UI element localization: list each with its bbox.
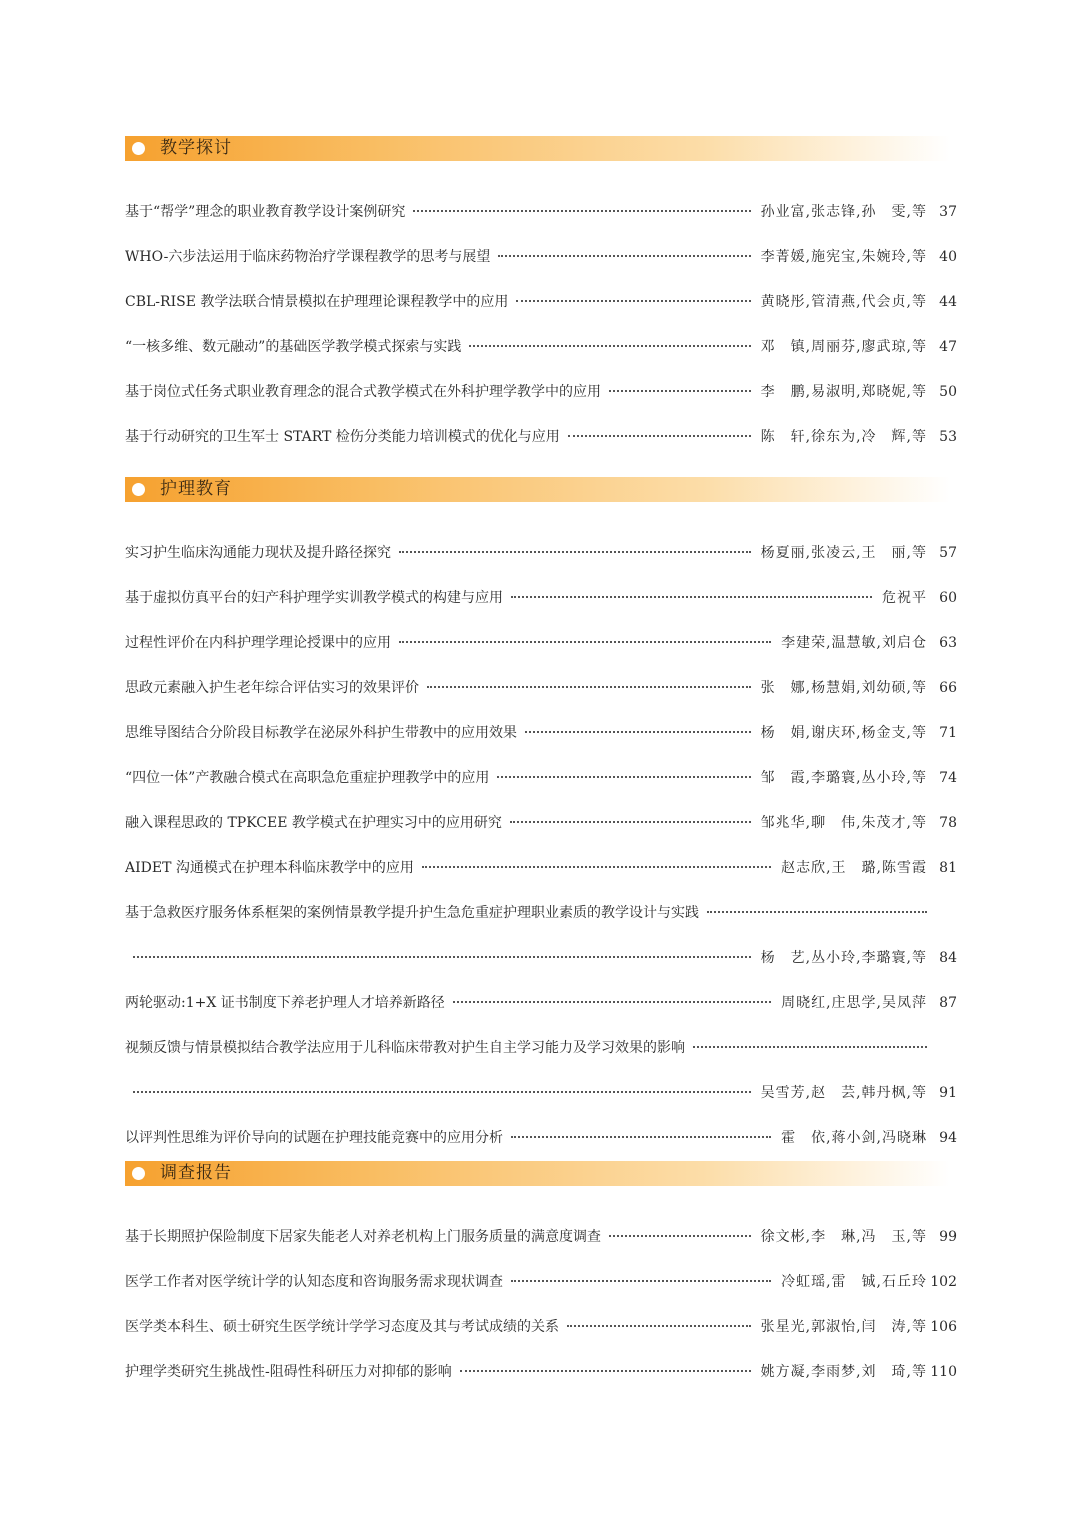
toc-entry[interactable] <box>125 585 957 630</box>
dot-leader <box>511 1280 771 1282</box>
entry-page: 50 <box>939 384 957 400</box>
dot-leader <box>693 1046 927 1048</box>
toc-entry[interactable] <box>125 199 957 244</box>
toc-entry-continuation[interactable] <box>125 945 957 990</box>
section-header <box>125 1161 950 1186</box>
toc-entry[interactable] <box>125 244 957 289</box>
entry-page: 84 <box>939 950 957 966</box>
toc-entry[interactable] <box>125 765 957 810</box>
entry-page: 102 <box>930 1274 957 1290</box>
entry-title: 基于长期照护保险制度下居家失能老人对养老机构上门服务质量的满意度调查 <box>125 1229 601 1245</box>
dot-leader <box>707 911 927 913</box>
entry-title: 基于急救医疗服务体系框架的案例情景教学提升护生急危重症护理职业素质的教学设计与实践 <box>125 905 699 921</box>
entry-title: 医学类本科生、硕士研究生医学统计学学习态度及其与考试成绩的关系 <box>125 1319 559 1335</box>
entry-title: 实习护生临床沟通能力现状及提升路径探究 <box>125 545 391 561</box>
entry-page: 94 <box>939 1130 957 1146</box>
entry-page: 99 <box>939 1229 957 1245</box>
entry-title: 思政元素融入护生老年综合评估实习的效果评价 <box>125 680 419 696</box>
section-title: 调查报告 <box>160 1163 232 1183</box>
entry-title: “四位一体”产教融合模式在高职急危重症护理教学中的应用 <box>125 770 490 786</box>
dot-leader <box>511 1136 771 1138</box>
entry-page: 71 <box>939 725 957 741</box>
dot-leader <box>133 956 751 958</box>
dot-leader <box>497 776 750 778</box>
entry-authors: 周晓红,庄思学,吴凤萍 <box>781 995 927 1011</box>
entry-page: 74 <box>939 770 957 786</box>
dot-leader <box>133 1091 751 1093</box>
entry-title: 基于岗位式任务式职业教育理念的混合式教学模式在外科护理学教学中的应用 <box>125 384 601 400</box>
entry-authors: 姚方凝,李雨梦,刘 琦,等 <box>760 1364 927 1380</box>
toc-entry[interactable] <box>125 720 957 765</box>
entry-page: 47 <box>939 339 957 355</box>
toc-entry[interactable] <box>125 289 957 334</box>
dot-leader <box>460 1370 751 1372</box>
dot-leader <box>567 1325 751 1327</box>
toc-entry[interactable] <box>125 1314 957 1359</box>
entry-page: 37 <box>939 204 957 220</box>
dot-leader <box>413 210 750 212</box>
bullet-dot-icon <box>132 142 145 155</box>
entry-authors: 杨夏丽,张凌云,王 丽,等 <box>760 545 927 561</box>
entry-title: 基于虚拟仿真平台的妇产科护理学实训教学模式的构建与应用 <box>125 590 503 606</box>
toc-entry[interactable] <box>125 1359 957 1404</box>
section-title: 教学探讨 <box>160 138 232 158</box>
toc-entry[interactable] <box>125 855 957 900</box>
dot-leader <box>399 641 771 643</box>
toc-entry[interactable] <box>125 675 957 720</box>
entry-page: 87 <box>939 995 957 1011</box>
dot-leader <box>498 255 750 257</box>
dot-leader <box>422 866 771 868</box>
entry-page: 63 <box>939 635 957 651</box>
dot-leader <box>453 1001 771 1003</box>
dot-leader <box>510 821 751 823</box>
entry-authors: 陈 轩,徐东为,冷 辉,等 <box>760 429 927 445</box>
entry-title: 思维导图结合分阶段目标教学在泌尿外科护生带教中的应用效果 <box>125 725 517 741</box>
dot-leader <box>525 731 751 733</box>
entry-title: CBL-RISE 教学法联合情景模拟在护理理论课程教学中的应用 <box>125 294 509 310</box>
entry-authors: 张星光,郭淑怡,闫 涛,等 <box>760 1319 927 1335</box>
entry-page: 91 <box>939 1085 957 1101</box>
entry-title: 基于“帮学”理念的职业教育教学设计案例研究 <box>125 204 406 220</box>
entry-title: AIDET 沟通模式在护理本科临床教学中的应用 <box>125 860 414 876</box>
toc-entry[interactable] <box>125 1224 957 1269</box>
dot-leader <box>399 551 751 553</box>
entry-authors: 邹兆华,聊 伟,朱茂才,等 <box>760 815 927 831</box>
toc-entry[interactable] <box>125 424 957 469</box>
dot-leader <box>516 300 750 302</box>
section-nursing-education <box>125 477 957 1170</box>
dot-leader <box>568 435 751 437</box>
entry-authors: 黄晓彤,管清燕,代会贞,等 <box>760 294 927 310</box>
section-survey-report <box>125 1161 957 1404</box>
entry-title: 护理学类研究生挑战性-阻碍性科研压力对抑郁的影响 <box>125 1364 452 1380</box>
entry-page: 53 <box>939 429 957 445</box>
section-header <box>125 477 950 502</box>
toc-entry[interactable] <box>125 379 957 424</box>
dot-leader <box>609 390 751 392</box>
entry-authors: 徐文彬,李 琳,冯 玉,等 <box>760 1229 927 1245</box>
section-teaching <box>125 136 957 469</box>
entry-page: 40 <box>939 249 957 265</box>
toc-entry[interactable] <box>125 1269 957 1314</box>
entry-title: 视频反馈与情景模拟结合教学法应用于儿科临床带教对护生自主学习能力及学习效果的影响 <box>125 1040 685 1056</box>
section-title: 护理教育 <box>160 479 232 499</box>
entry-page: 66 <box>939 680 957 696</box>
entry-authors: 冷虹瑶,雷 铖,石丘玲 <box>781 1274 927 1290</box>
entry-page: 78 <box>939 815 957 831</box>
entry-authors: 危祝平 <box>882 590 927 606</box>
entry-authors: 邓 镇,周丽芬,廖武琼,等 <box>760 339 927 355</box>
entry-title: 医学工作者对医学统计学的认知态度和咨询服务需求现状调查 <box>125 1274 503 1290</box>
dot-leader <box>427 686 751 688</box>
bullet-dot-icon <box>132 483 145 496</box>
entry-page: 81 <box>939 860 957 876</box>
toc-entry[interactable] <box>125 900 957 945</box>
entry-page: 60 <box>939 590 957 606</box>
entry-authors: 李 鹏,易淑明,郑晓妮,等 <box>760 384 927 400</box>
section-header <box>125 136 950 161</box>
entry-authors: 杨 艺,丛小玲,李璐寰,等 <box>760 950 927 966</box>
entry-page: 44 <box>939 294 957 310</box>
entry-title: 融入课程思政的 TPKCEE 教学模式在护理实习中的应用研究 <box>125 815 502 831</box>
entry-authors: 李菁媛,施宪宝,朱婉玲,等 <box>760 249 927 265</box>
entry-authors: 赵志欣,王 璐,陈雪霞 <box>781 860 927 876</box>
entry-title: 基于行动研究的卫生军士 START 检伤分类能力培训模式的优化与应用 <box>125 429 560 445</box>
entry-title: 以评判性思维为评价导向的试题在护理技能竞赛中的应用分析 <box>125 1130 503 1146</box>
bullet-dot-icon <box>132 1167 145 1180</box>
entry-authors: 吴雪芳,赵 芸,韩丹枫,等 <box>760 1085 927 1101</box>
entry-title: WHO-六步法运用于临床药物治疗学课程教学的思考与展望 <box>125 249 491 265</box>
toc-entry[interactable] <box>125 990 957 1035</box>
dot-leader <box>609 1235 751 1237</box>
entry-page: 106 <box>930 1319 957 1335</box>
entry-authors: 杨 娟,谢庆环,杨金支,等 <box>760 725 927 741</box>
entry-title: 两轮驱动:1+X 证书制度下养老护理人才培养新路径 <box>125 995 445 1011</box>
entry-authors: 李建荣,温慧敏,刘启仓 <box>781 635 927 651</box>
toc-entry[interactable] <box>125 630 957 675</box>
entry-page: 110 <box>930 1364 957 1380</box>
entry-title: 过程性评价在内科护理学理论授课中的应用 <box>125 635 391 651</box>
entry-title: “一核多维、数元融动”的基础医学教学模式探索与实践 <box>125 339 462 355</box>
dot-leader <box>511 596 872 598</box>
entry-page: 57 <box>939 545 957 561</box>
toc-entry[interactable] <box>125 540 957 585</box>
dot-leader <box>469 345 750 347</box>
toc-entry[interactable] <box>125 1035 957 1080</box>
toc-entry[interactable] <box>125 810 957 855</box>
entry-authors: 邹 霞,李璐寰,丛小玲,等 <box>760 770 927 786</box>
entry-authors: 霍 依,蒋小剑,冯晓琳 <box>781 1130 927 1146</box>
entry-authors: 张 娜,杨慧娟,刘幼硕,等 <box>760 680 927 696</box>
toc-entry[interactable] <box>125 334 957 379</box>
toc-entry-continuation[interactable] <box>125 1080 957 1125</box>
entry-authors: 孙业富,张志锋,孙 雯,等 <box>760 204 927 220</box>
